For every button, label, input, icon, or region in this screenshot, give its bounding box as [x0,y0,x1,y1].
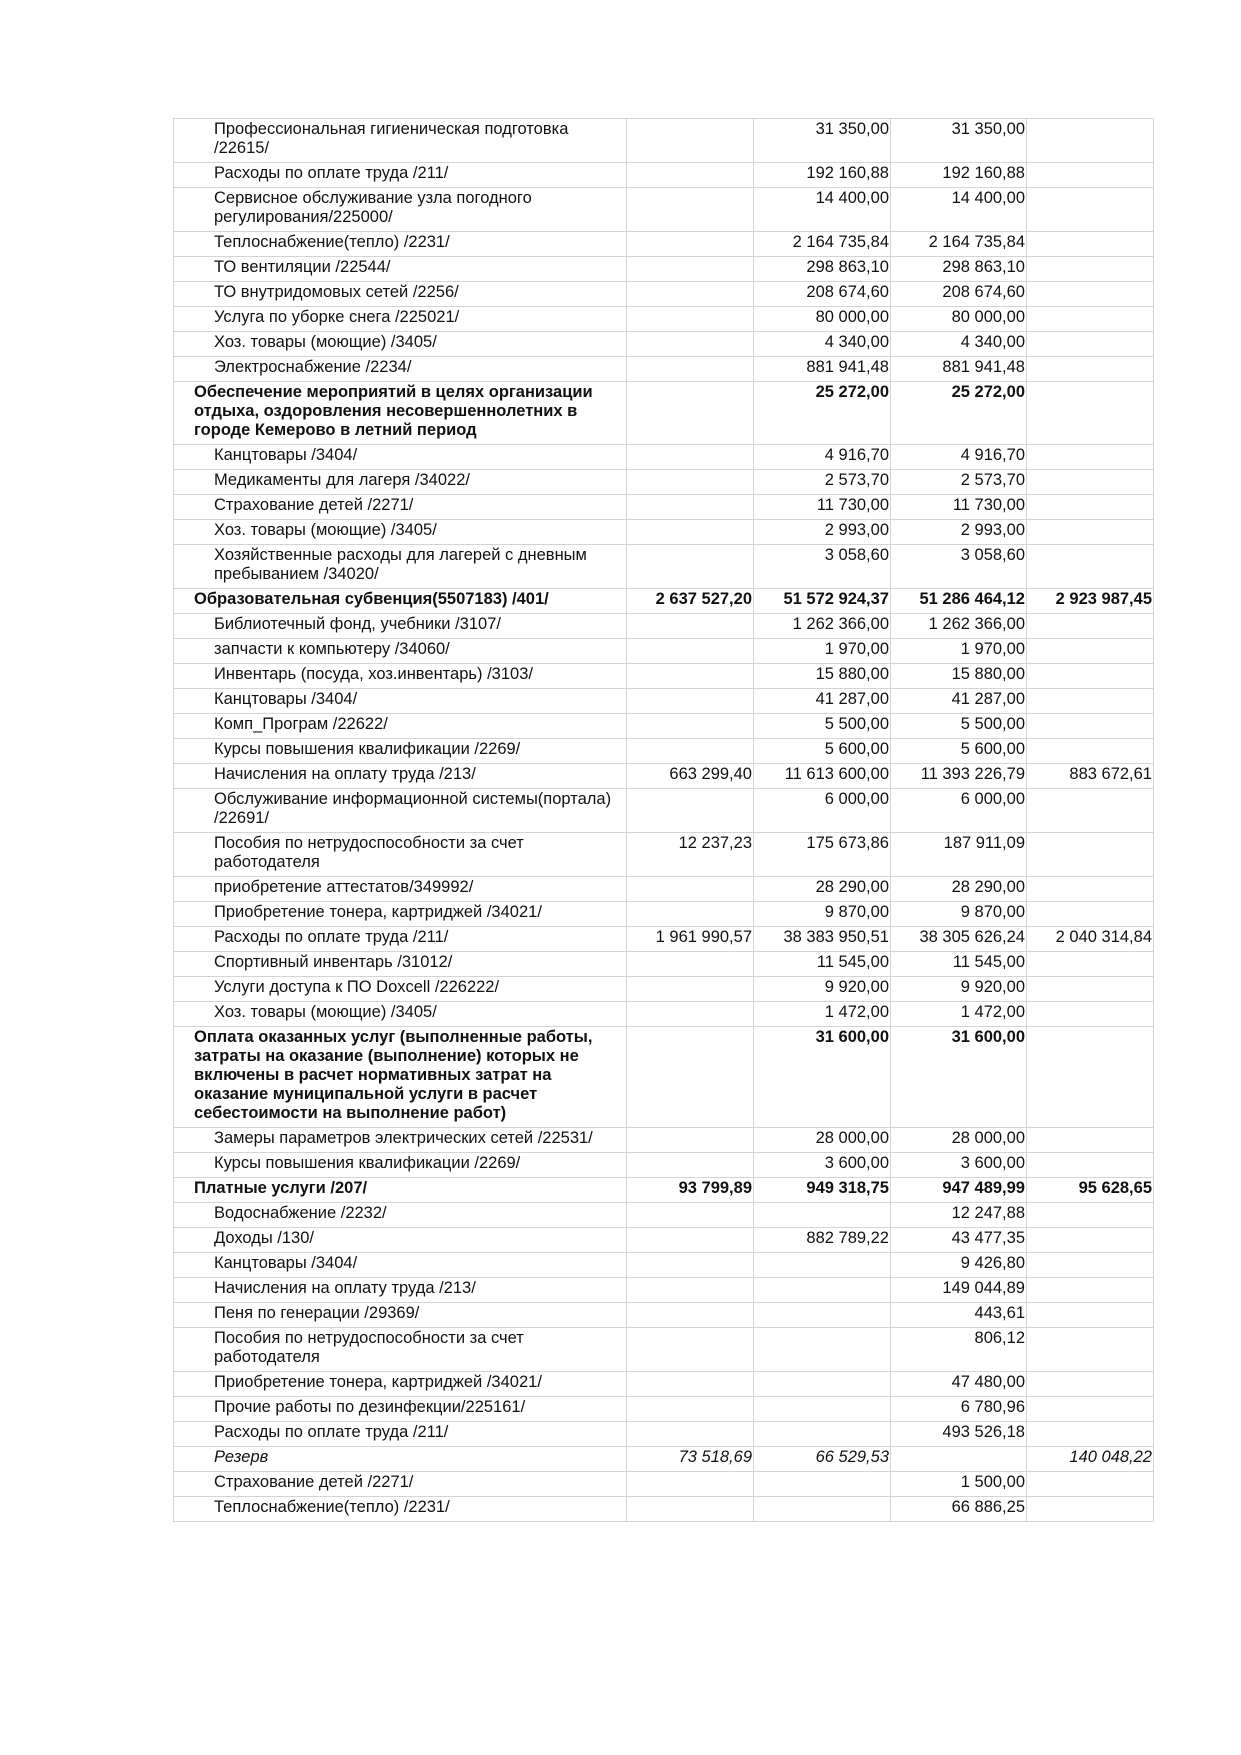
received-cell: 9 920,00 [754,977,891,1002]
received-cell: 2 573,70 [754,470,891,495]
row-label: Инвентарь (посуда, хоз.инвентарь) /3103/ [174,664,627,689]
row-label: Медикаменты для лагеря /34022/ [174,470,627,495]
table-row [174,257,1154,282]
table-row [174,902,1154,927]
row-label: Хоз. товары (моющие) /3405/ [174,520,627,545]
table-row [174,445,1154,470]
spent-cell: 11 730,00 [891,495,1027,520]
table-section-row [174,1027,1154,1128]
spent-cell: 208 674,60 [891,282,1027,307]
received-cell: 31 600,00 [754,1027,891,1128]
table-row [174,1497,1154,1522]
table-row [174,977,1154,1002]
balance-end-cell [1027,1397,1154,1422]
spent-cell: 28 000,00 [891,1128,1027,1153]
received-cell: 881 941,48 [754,357,891,382]
table-row [174,357,1154,382]
table-row [174,1303,1154,1328]
row-label: Обслуживание информационной системы(портала) /22691/ [174,789,627,833]
spent-cell: 66 886,25 [891,1497,1027,1522]
balance-start-cell [627,119,754,163]
table-row [174,232,1154,257]
table-row [174,1203,1154,1228]
balance-end-cell: 883 672,61 [1027,764,1154,789]
table-section-row [174,1178,1154,1203]
table-row [174,188,1154,232]
balance-start-cell [627,1422,754,1447]
received-cell: 5 600,00 [754,739,891,764]
balance-end-cell [1027,1153,1154,1178]
spent-cell: 31 350,00 [891,119,1027,163]
table-row [174,952,1154,977]
balance-end-cell: 2 040 314,84 [1027,927,1154,952]
balance-start-cell [627,1328,754,1372]
balance-end-cell [1027,470,1154,495]
row-label: Расходы по оплате труда /211/ [174,1422,627,1447]
row-label: запчасти к компьютеру /34060/ [174,639,627,664]
balance-end-cell [1027,188,1154,232]
balance-start-cell [627,664,754,689]
spent-cell: 28 290,00 [891,877,1027,902]
row-label: приобретение аттестатов/349992/ [174,877,627,902]
spent-cell: 443,61 [891,1303,1027,1328]
row-label: Расходы по оплате труда /211/ [174,163,627,188]
balance-start-cell [627,357,754,382]
spent-cell: 2 993,00 [891,520,1027,545]
balance-end-cell [1027,1203,1154,1228]
row-label: Канцтовары /3404/ [174,1253,627,1278]
balance-end-cell [1027,163,1154,188]
received-cell: 208 674,60 [754,282,891,307]
received-cell: 14 400,00 [754,188,891,232]
balance-end-cell: 140 048,22 [1027,1447,1154,1472]
table-row [174,927,1154,952]
balance-start-cell [627,1278,754,1303]
balance-end-cell [1027,789,1154,833]
spent-cell: 9 870,00 [891,902,1027,927]
table-row [174,714,1154,739]
row-label: Курсы повышения квалификации /2269/ [174,739,627,764]
spent-cell: 12 247,88 [891,1203,1027,1228]
balance-start-cell [627,1497,754,1522]
balance-start-cell [627,902,754,927]
balance-start-cell [627,1002,754,1027]
balance-end-cell [1027,977,1154,1002]
received-cell: 9 870,00 [754,902,891,927]
spent-cell: 947 489,99 [891,1178,1027,1203]
row-label: Пособия по нетрудоспособности за счет работодателя [174,833,627,877]
balance-start-cell [627,1372,754,1397]
received-cell [754,1203,891,1228]
row-label: Обеспечение мероприятий в целях организации отдыха, оздоровления несовершеннолетних в городе Кемерово в летний период [174,382,627,445]
row-label: Электроснабжение /2234/ [174,357,627,382]
spent-cell: 80 000,00 [891,307,1027,332]
spent-cell: 11 545,00 [891,952,1027,977]
row-label: Замеры параметров электрических сетей /22531/ [174,1128,627,1153]
balance-end-cell [1027,1278,1154,1303]
balance-end-cell [1027,520,1154,545]
received-cell [754,1397,891,1422]
received-cell: 11 545,00 [754,952,891,977]
balance-start-cell [627,495,754,520]
table-row [174,1472,1154,1497]
balance-end-cell [1027,357,1154,382]
spent-cell: 11 393 226,79 [891,764,1027,789]
received-cell: 5 500,00 [754,714,891,739]
spent-cell [891,1447,1027,1472]
table-row [174,639,1154,664]
balance-start-cell: 2 637 527,20 [627,589,754,614]
spent-cell: 1 262 366,00 [891,614,1027,639]
balance-end-cell [1027,1372,1154,1397]
table-row [174,1128,1154,1153]
balance-end-cell [1027,1303,1154,1328]
balance-start-cell [627,1027,754,1128]
spent-cell: 881 941,48 [891,357,1027,382]
balance-end-cell [1027,545,1154,589]
received-cell: 6 000,00 [754,789,891,833]
received-cell: 192 160,88 [754,163,891,188]
row-label: Услуга по уборке снега /225021/ [174,307,627,332]
spent-cell: 5 600,00 [891,739,1027,764]
table-row [174,689,1154,714]
spent-cell: 6 000,00 [891,789,1027,833]
received-cell: 2 164 735,84 [754,232,891,257]
received-cell [754,1253,891,1278]
table-row [174,739,1154,764]
table-row [174,1422,1154,1447]
balance-end-cell [1027,952,1154,977]
row-label: Приобретение тонера, картриджей /34021/ [174,902,627,927]
received-cell: 38 383 950,51 [754,927,891,952]
balance-end-cell [1027,307,1154,332]
balance-start-cell [627,1128,754,1153]
received-cell: 4 916,70 [754,445,891,470]
row-label: Начисления на оплату труда /213/ [174,1278,627,1303]
spent-cell: 493 526,18 [891,1422,1027,1447]
spent-cell: 1 500,00 [891,1472,1027,1497]
spent-cell: 3 600,00 [891,1153,1027,1178]
balance-start-cell [627,689,754,714]
row-label: ТО внутридомовых сетей /2256/ [174,282,627,307]
balance-start-cell: 73 518,69 [627,1447,754,1472]
balance-start-cell [627,382,754,445]
received-cell: 175 673,86 [754,833,891,877]
received-cell: 1 970,00 [754,639,891,664]
row-label: Образовательная субвенция(5507183) /401/ [174,589,627,614]
balance-start-cell [627,877,754,902]
balance-end-cell [1027,282,1154,307]
received-cell: 15 880,00 [754,664,891,689]
table-row [174,1372,1154,1397]
balance-end-cell [1027,1128,1154,1153]
spent-cell: 4 916,70 [891,445,1027,470]
table-row [174,163,1154,188]
spent-cell: 9 920,00 [891,977,1027,1002]
balance-end-cell [1027,739,1154,764]
balance-end-cell [1027,877,1154,902]
spent-cell: 2 164 735,84 [891,232,1027,257]
row-label: Пеня по генерации /29369/ [174,1303,627,1328]
balance-start-cell [627,789,754,833]
balance-end-cell [1027,232,1154,257]
table-row [174,1002,1154,1027]
received-cell: 1 262 366,00 [754,614,891,639]
balance-start-cell [627,545,754,589]
balance-start-cell [627,257,754,282]
budget-report-table [173,118,1154,1522]
balance-end-cell [1027,1228,1154,1253]
balance-end-cell [1027,495,1154,520]
balance-end-cell [1027,1253,1154,1278]
row-label: Курсы повышения квалификации /2269/ [174,1153,627,1178]
balance-end-cell [1027,1027,1154,1128]
balance-start-cell: 93 799,89 [627,1178,754,1203]
received-cell: 882 789,22 [754,1228,891,1253]
balance-start-cell [627,1472,754,1497]
spent-cell: 9 426,80 [891,1253,1027,1278]
table-row [174,764,1154,789]
balance-start-cell [627,332,754,357]
table-row [174,614,1154,639]
table-row [174,877,1154,902]
row-label: Резерв [174,1447,627,1472]
received-cell [754,1278,891,1303]
spent-cell: 31 600,00 [891,1027,1027,1128]
balance-start-cell [627,639,754,664]
row-label: Доходы /130/ [174,1228,627,1253]
balance-start-cell [627,188,754,232]
balance-start-cell [627,1153,754,1178]
received-cell [754,1422,891,1447]
balance-end-cell [1027,119,1154,163]
balance-start-cell [627,1303,754,1328]
balance-start-cell [627,714,754,739]
spent-cell: 4 340,00 [891,332,1027,357]
balance-start-cell [627,1253,754,1278]
balance-start-cell [627,1228,754,1253]
row-label: Начисления на оплату труда /213/ [174,764,627,789]
received-cell: 298 863,10 [754,257,891,282]
table-row [174,332,1154,357]
row-label: Профессиональная гигиеническая подготовка /22615/ [174,119,627,163]
table-row [174,1278,1154,1303]
table-row [174,833,1154,877]
row-label: Спортивный инвентарь /31012/ [174,952,627,977]
table-row [174,1328,1154,1372]
table-row [174,282,1154,307]
spent-cell: 47 480,00 [891,1372,1027,1397]
spent-cell: 3 058,60 [891,545,1027,589]
received-cell [754,1303,891,1328]
balance-start-cell [627,307,754,332]
received-cell: 1 472,00 [754,1002,891,1027]
balance-end-cell [1027,689,1154,714]
table-row [174,545,1154,589]
table-row [174,789,1154,833]
row-label: Услуги доступа к ПО Doxcell /226222/ [174,977,627,1002]
balance-end-cell [1027,1497,1154,1522]
balance-end-cell [1027,639,1154,664]
balance-end-cell [1027,1002,1154,1027]
row-label: Страхование детей /2271/ [174,495,627,520]
received-cell: 51 572 924,37 [754,589,891,614]
received-cell: 3 600,00 [754,1153,891,1178]
row-label: Оплата оказанных услуг (выполненные работы, затраты на оказание (выполнение) которых не включены в расчет нормативных затрат на оказание муниципальной услуги в расчет себестоимости на выполнение работ) [174,1027,627,1128]
spent-cell: 187 911,09 [891,833,1027,877]
table-row [174,1447,1154,1472]
balance-start-cell [627,739,754,764]
spent-cell: 5 500,00 [891,714,1027,739]
spent-cell: 43 477,35 [891,1228,1027,1253]
received-cell: 3 058,60 [754,545,891,589]
balance-start-cell [627,1203,754,1228]
balance-end-cell [1027,1472,1154,1497]
received-cell: 41 287,00 [754,689,891,714]
received-cell [754,1497,891,1522]
table-row [174,520,1154,545]
balance-start-cell [627,282,754,307]
balance-start-cell: 663 299,40 [627,764,754,789]
received-cell: 66 529,53 [754,1447,891,1472]
table-row [174,1228,1154,1253]
table-row [174,307,1154,332]
row-label: Хозяйственные расходы для лагерей с дневным пребыванием /34020/ [174,545,627,589]
balance-start-cell [627,1397,754,1422]
row-label: Платные услуги /207/ [174,1178,627,1203]
row-label: Теплоснабжение(тепло) /2231/ [174,232,627,257]
spent-cell: 1 970,00 [891,639,1027,664]
received-cell: 28 000,00 [754,1128,891,1153]
row-label: ТО вентиляции /22544/ [174,257,627,282]
table-row [174,1253,1154,1278]
balance-end-cell [1027,1328,1154,1372]
spent-cell: 25 272,00 [891,382,1027,445]
balance-start-cell [627,614,754,639]
spent-cell: 149 044,89 [891,1278,1027,1303]
spent-cell: 1 472,00 [891,1002,1027,1027]
row-label: Комп_Програм /22622/ [174,714,627,739]
received-cell: 31 350,00 [754,119,891,163]
row-label: Сервисное обслуживание узла погодного регулирования/225000/ [174,188,627,232]
balance-start-cell [627,232,754,257]
received-cell: 949 318,75 [754,1178,891,1203]
balance-start-cell: 1 961 990,57 [627,927,754,952]
received-cell: 11 730,00 [754,495,891,520]
balance-end-cell [1027,833,1154,877]
balance-start-cell [627,520,754,545]
spent-cell: 298 863,10 [891,257,1027,282]
row-label: Страхование детей /2271/ [174,1472,627,1497]
row-label: Канцтовары /3404/ [174,445,627,470]
spent-cell: 192 160,88 [891,163,1027,188]
row-label: Канцтовары /3404/ [174,689,627,714]
row-label: Хоз. товары (моющие) /3405/ [174,1002,627,1027]
report-table-body [174,119,1154,1522]
table-row [174,1153,1154,1178]
row-label: Хоз. товары (моющие) /3405/ [174,332,627,357]
spent-cell: 41 287,00 [891,689,1027,714]
row-label: Расходы по оплате труда /211/ [174,927,627,952]
spent-cell: 15 880,00 [891,664,1027,689]
received-cell [754,1328,891,1372]
row-label: Водоснабжение /2232/ [174,1203,627,1228]
balance-start-cell [627,952,754,977]
spent-cell: 51 286 464,12 [891,589,1027,614]
received-cell [754,1372,891,1397]
balance-start-cell: 12 237,23 [627,833,754,877]
balance-end-cell [1027,664,1154,689]
received-cell: 2 993,00 [754,520,891,545]
balance-start-cell [627,470,754,495]
received-cell: 28 290,00 [754,877,891,902]
balance-end-cell: 2 923 987,45 [1027,589,1154,614]
balance-end-cell [1027,614,1154,639]
received-cell: 25 272,00 [754,382,891,445]
table-row [174,495,1154,520]
table-row [174,119,1154,163]
spent-cell: 6 780,96 [891,1397,1027,1422]
spent-cell: 38 305 626,24 [891,927,1027,952]
balance-start-cell [627,977,754,1002]
row-label: Теплоснабжение(тепло) /2231/ [174,1497,627,1522]
spent-cell: 14 400,00 [891,188,1027,232]
received-cell: 11 613 600,00 [754,764,891,789]
spent-cell: 2 573,70 [891,470,1027,495]
balance-start-cell [627,445,754,470]
received-cell: 80 000,00 [754,307,891,332]
balance-end-cell [1027,1422,1154,1447]
balance-end-cell [1027,445,1154,470]
balance-end-cell [1027,382,1154,445]
balance-start-cell [627,163,754,188]
balance-end-cell [1027,332,1154,357]
balance-end-cell [1027,257,1154,282]
received-cell [754,1472,891,1497]
table-section-row [174,382,1154,445]
table-section-row [174,589,1154,614]
row-label: Пособия по нетрудоспособности за счет работодателя [174,1328,627,1372]
table-row [174,664,1154,689]
row-label: Библиотечный фонд, учебники /3107/ [174,614,627,639]
received-cell: 4 340,00 [754,332,891,357]
table-row [174,470,1154,495]
balance-end-cell [1027,714,1154,739]
row-label: Приобретение тонера, картриджей /34021/ [174,1372,627,1397]
spent-cell: 806,12 [891,1328,1027,1372]
balance-end-cell [1027,902,1154,927]
table-row [174,1397,1154,1422]
row-label: Прочие работы по дезинфекции/225161/ [174,1397,627,1422]
balance-end-cell: 95 628,65 [1027,1178,1154,1203]
